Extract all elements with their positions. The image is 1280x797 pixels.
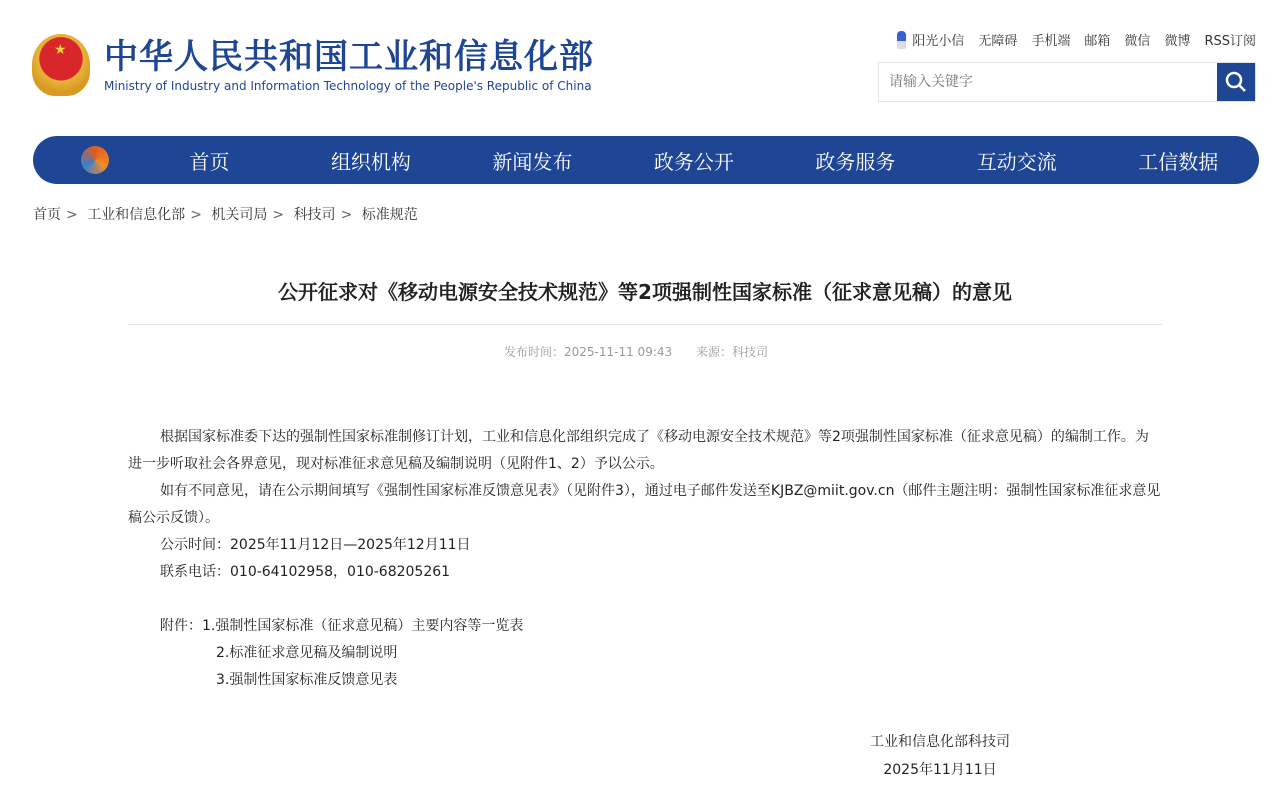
- attachment-1[interactable]: 附件：1.强制性国家标准（征求意见稿）主要内容等一览表: [160, 618, 524, 634]
- nav-news[interactable]: 新闻发布: [492, 149, 573, 174]
- top-links: [897, 30, 1256, 49]
- nav-interaction[interactable]: 互动交流: [976, 149, 1057, 174]
- sign-date: 2025年11月11日: [883, 762, 997, 778]
- article-body: [128, 424, 1162, 694]
- breadcrumb-item[interactable]: 工业和信息化部: [87, 207, 186, 223]
- contact-phone: 联系电话：010-64102958，010-68205261: [160, 564, 451, 580]
- search-icon: [1224, 70, 1248, 94]
- breadcrumb-item[interactable]: 机关司局: [211, 207, 268, 223]
- breadcrumb-item[interactable]: 标准规范: [361, 207, 418, 223]
- search-button[interactable]: [1217, 63, 1255, 101]
- link-mobile[interactable]: 手机端: [1031, 34, 1071, 49]
- paragraph: 如有不同意见，请在公示期间填写《强制性国家标准反馈意见表》（见附件3），通过电子邮件发送至KJBZ@miit.gov.cn（邮件主题注明：强制性国家标准征求意见稿公示反馈）。: [128, 483, 1161, 526]
- search-input[interactable]: [879, 63, 1217, 101]
- nav-home[interactable]: 首页: [189, 149, 230, 174]
- signature: [850, 728, 1030, 784]
- breadcrumb-item[interactable]: 首页: [33, 207, 61, 223]
- link-mail[interactable]: 邮箱: [1084, 34, 1111, 49]
- national-emblem-icon: ★: [32, 34, 90, 96]
- link-rss[interactable]: RSS订阅: [1204, 34, 1256, 49]
- article-meta: [0, 343, 1272, 360]
- nav-gov-service[interactable]: 政务服务: [815, 149, 896, 174]
- site-logo[interactable]: [32, 34, 594, 96]
- paragraph: 根据国家标准委下达的强制性国家标准制修订计划，工业和信息化部组织完成了《移动电源安全技术规范》等2项强制性国家标准（征求意见稿）的编制工作。为进一步听取社会各界意见，现对标准征求意见稿及编制说明（见附件1、2）予以公示。: [128, 429, 1149, 472]
- article-title: 公开征求对《移动电源安全技术规范》等2项强制性国家标准（征求意见稿）的意见: [278, 280, 1012, 304]
- nav-data[interactable]: 工信数据: [1138, 149, 1219, 174]
- site-mark-icon: [81, 146, 109, 174]
- divider: [128, 324, 1162, 325]
- attachment-3[interactable]: 3.强制性国家标准反馈意见表: [216, 672, 398, 688]
- main-nav: [33, 136, 1259, 184]
- signer: 工业和信息化部科技司: [870, 734, 1010, 750]
- search-bar: [878, 62, 1256, 102]
- site-title: 中华人民共和国工业和信息化部: [104, 37, 594, 77]
- attachment-2[interactable]: 2.标准征求意见稿及编制说明: [216, 645, 398, 661]
- publish-time: 发布时间：2025-11-11 09:43: [504, 345, 673, 359]
- link-accessibility[interactable]: 无障碍: [978, 34, 1018, 49]
- notice-period: 公示时间：2025年11月12日—2025年12月11日: [160, 537, 471, 553]
- site-subtitle: Ministry of Industry and Information Technology of the People's Republic of China: [104, 79, 592, 93]
- link-sunshine[interactable]: 阳光小信: [912, 34, 965, 49]
- breadcrumb: 首页 > 工业和信息化部 > 机关司局 > 科技司 > 标准规范: [33, 207, 418, 223]
- link-weibo[interactable]: 微博: [1164, 34, 1191, 49]
- nav-organization[interactable]: 组织机构: [330, 149, 411, 174]
- link-wechat[interactable]: 微信: [1124, 34, 1151, 49]
- breadcrumb-item[interactable]: 科技司: [293, 207, 336, 223]
- source: 来源：科技司: [695, 345, 768, 359]
- bulb-icon: [897, 31, 906, 49]
- nav-gov-info[interactable]: 政务公开: [653, 149, 734, 174]
